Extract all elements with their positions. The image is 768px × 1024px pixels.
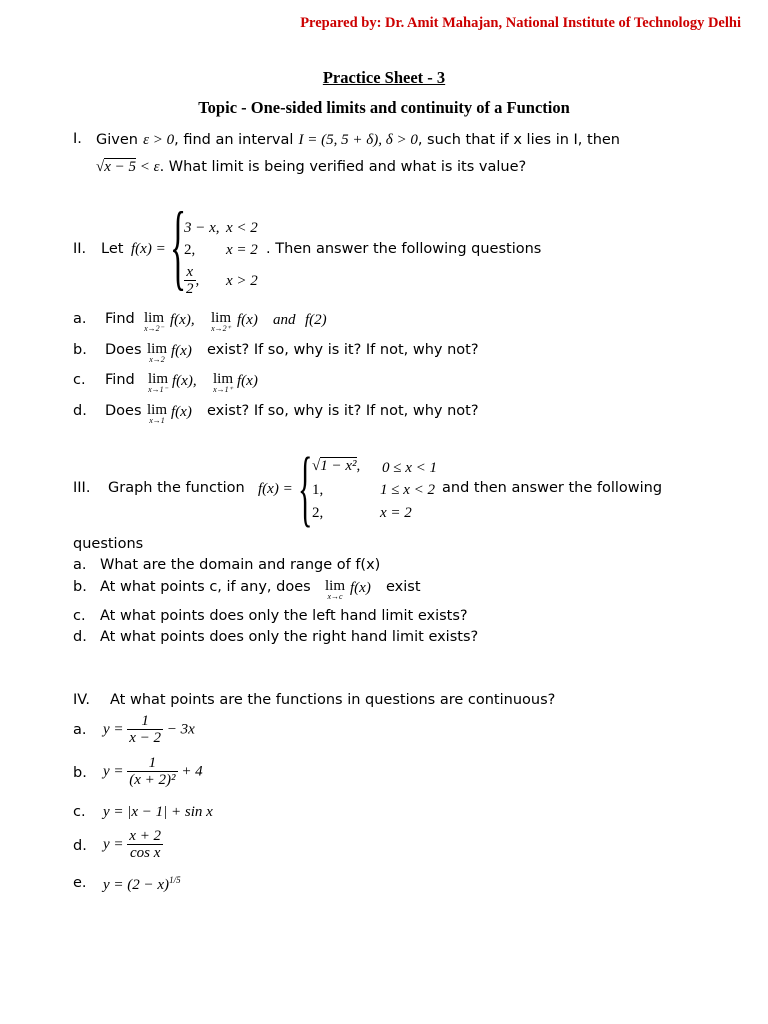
q2b-label: b. (73, 342, 87, 358)
q3-case1-expr: √1 − x², (312, 458, 361, 474)
q2a-find: Find (105, 311, 135, 327)
q2-after: . Then answer the following questions (266, 241, 542, 257)
q4a-label: a. (73, 722, 87, 738)
q2a-f2: f(2) (305, 312, 327, 328)
q2c-lim1-fx: f(x), (172, 373, 197, 389)
q3b-text: At what points c, if any, does (100, 579, 311, 595)
q2d-does: Does (105, 403, 142, 419)
q2a-label: a. (73, 311, 87, 327)
q2-case2-expr: 2, (184, 242, 196, 258)
q3b-fx: f(x) (350, 580, 371, 596)
q3-text2: and then answer the following (442, 480, 663, 496)
q2b-lim: lim x→2 (147, 341, 168, 364)
q3-fx: f(x) = (258, 481, 293, 497)
q2a-and: and (273, 312, 296, 328)
q2-let: Let (101, 241, 124, 257)
q2c-find: Find (105, 372, 135, 388)
q2a-lim2-fx: f(x) (237, 312, 258, 328)
q3-brace: { (298, 439, 313, 535)
q2c-label: c. (73, 372, 86, 388)
q2-case1-expr: 3 − x, (184, 220, 220, 236)
sheet-topic: Topic - One-sided limits and continuity of a Function (198, 98, 570, 117)
q3b-exist: exist (386, 579, 421, 595)
q3b-label: b. (73, 579, 87, 595)
q2-case3-frac: $\frac{x}{2}$ , (186, 264, 200, 297)
sheet-title: Practice Sheet - 3 (322, 68, 446, 87)
q3d-label: d. (73, 629, 87, 645)
q3c-label: c. (73, 608, 86, 624)
q2b-does: Does (105, 342, 142, 358)
q4e-label: e. (73, 875, 87, 891)
q3d-text: At what points does only the right hand limit exists? (100, 629, 479, 645)
q3-text3: questions (73, 536, 144, 552)
q2-case2-cond: x = 2 (226, 242, 258, 258)
q2c-lim2-fx: f(x) (237, 373, 258, 389)
q4a-expr: y = $\frac{1}{x - 2}$ − 3x (103, 713, 195, 746)
q3-case3-cond: x = 2 (380, 505, 412, 521)
q1-line1: Given ε > 0, find an interval I = (5, 5 + δ), δ > 0, such that if x lies in I, then (96, 132, 620, 148)
q4d-expr: y = $\frac{x + 2}{\text{cos x}}$ (103, 828, 162, 861)
q2-case1-cond: x < 2 (226, 220, 258, 236)
q4e-expr: $y = (2 - x)^{1/5}$ (103, 875, 181, 893)
q2a-lim2: lim x→2⁺ (211, 310, 232, 333)
q3-case1-cond: 0 ≤ x < 1 (382, 460, 438, 476)
q3-text1: Graph the function (108, 480, 245, 496)
q2d-lim: lim x→1 (147, 402, 168, 425)
q2c-lim2: lim x→1⁺ (213, 371, 234, 394)
q2d-label: d. (73, 403, 87, 419)
q3b-lim: lim x→c (325, 578, 346, 601)
q2a-lim1: lim x→2⁻ (144, 310, 165, 333)
q4d-label: d. (73, 838, 87, 854)
q1-line2: √x − 5 < ε. What limit is being verified and what is its value? (96, 159, 527, 175)
q4c-expr: y = |x − 1| + sin x (103, 804, 213, 820)
q3a-text: What are the domain and range of f(x) (100, 557, 381, 573)
q2d-rest: exist? If so, why is it? If not, why not? (207, 403, 479, 419)
q3a-label: a. (73, 557, 87, 573)
q3-case2-expr: 1, (312, 482, 324, 498)
q4-number: IV. (73, 692, 90, 708)
author-header: Prepared by: Dr. Amit Mahajan, National Institute of Technology Delhi (300, 15, 741, 31)
q1-number: I. (73, 131, 82, 147)
q2-case3-cond: x > 2 (226, 273, 258, 289)
q4b-expr: y = $\frac{1}{\text{(x + 2)²}}$ + 4 (103, 755, 203, 788)
q2d-fx: f(x) (171, 404, 192, 420)
q2b-fx: f(x) (171, 343, 192, 359)
q2-brace: { (170, 192, 187, 299)
q3c-text: At what points does only the left hand limit exists? (100, 608, 468, 624)
q2a-lim1-fx: f(x), (170, 312, 195, 328)
q3-case3-expr: 2, (312, 505, 324, 521)
q2c-lim1: lim x→1⁻ (148, 371, 169, 394)
q2-fx: f(x) = (131, 241, 166, 257)
q4-text: At what points are the functions in questions are continuous? (110, 692, 556, 708)
q4c-label: c. (73, 804, 86, 820)
q3-case2-cond: 1 ≤ x < 2 (380, 482, 436, 498)
q2b-rest: exist? If so, why is it? If not, why not? (207, 342, 479, 358)
q2-number: II. (73, 241, 87, 257)
q3-number: III. (73, 480, 91, 496)
q4b-label: b. (73, 765, 87, 781)
